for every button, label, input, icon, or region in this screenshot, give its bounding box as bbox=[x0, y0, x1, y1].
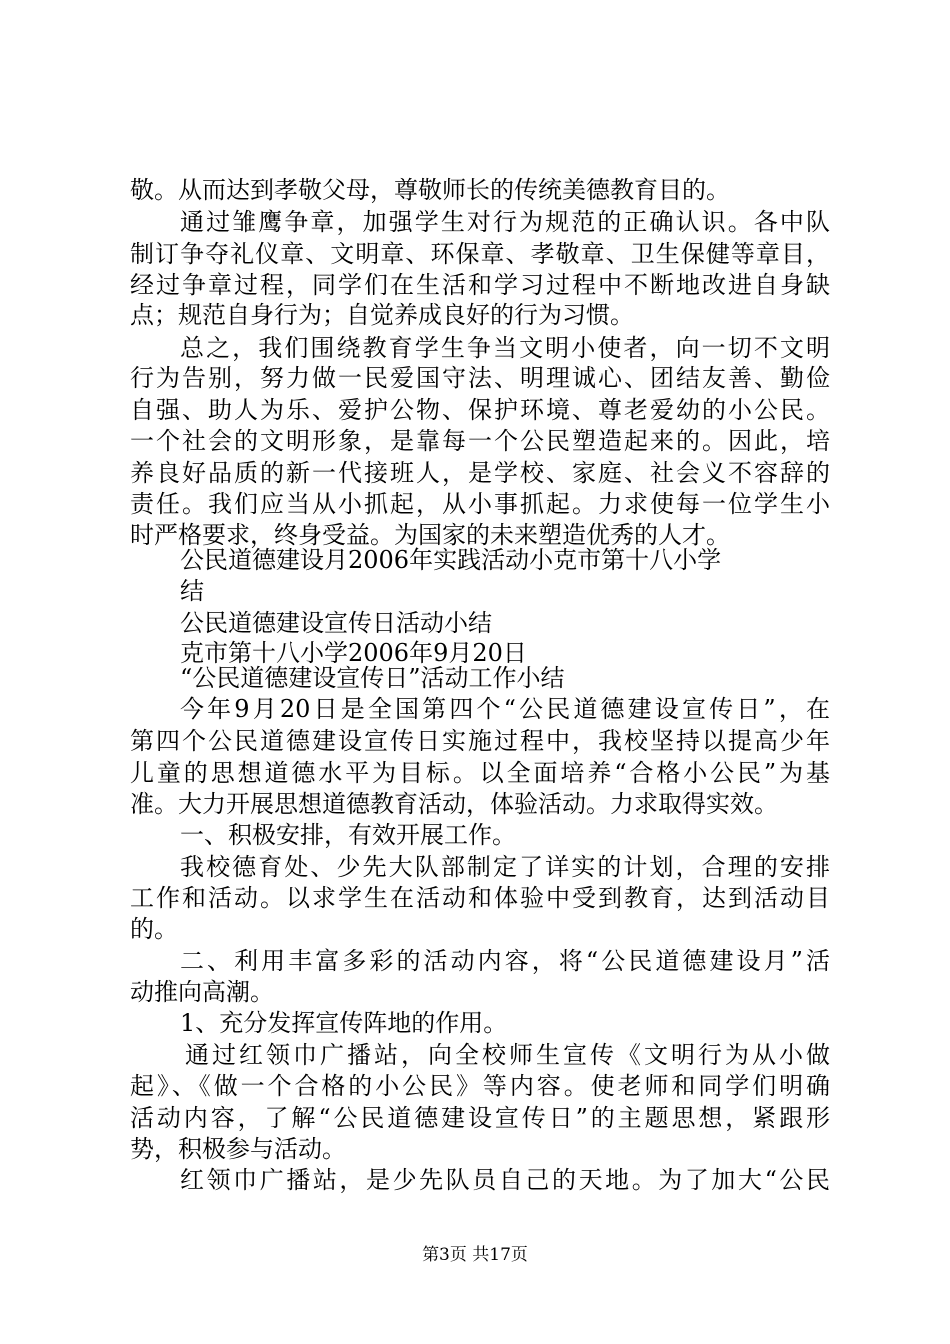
page-footer: 第3页 共17页 bbox=[422, 1245, 528, 1265]
text-line: 儿童的思想道德水平为目标。以全面培养“合格小公民”为基 bbox=[130, 759, 830, 787]
text-line: 责任。我们应当从小抓起，从小事抓起。力求使每一位学生小 bbox=[130, 490, 830, 518]
text-line: 总之，我们围绕教育学生争当文明小使者，向一切不文明 bbox=[180, 334, 830, 362]
text-line: 制订争夺礼仪章、文明章、环保章、孝敬章、卫生保健等章目， bbox=[130, 240, 830, 268]
text-line: 经过争章过程，同学们在生活和学习过程中不断地改进自身缺 bbox=[130, 271, 830, 299]
text-line: 公民道德建设宣传日活动小结 bbox=[180, 609, 492, 637]
text-line: 养良好品质的新一代接班人，是学校、家庭、社会义不容辞的 bbox=[130, 459, 830, 487]
text-line: 准。大力开展思想道德教育活动，体验活动。力求取得实效。 bbox=[130, 790, 778, 818]
text-line: 今年9月20日是全国第四个“公民道德建设宣传日”，在 bbox=[180, 695, 830, 723]
text-line: 动推向高潮。 bbox=[130, 978, 274, 1006]
text-line: 时严格要求，终身受益。为国家的未来塑造优秀的人才。 bbox=[130, 521, 730, 549]
text-line: 工作和活动。以求学生在活动和体验中受到教育，达到活动目 bbox=[130, 884, 830, 912]
text-line: 势，积极参与活动。 bbox=[130, 1135, 346, 1163]
text-line: 行为告别，努力做一民爱国守法、明理诚心、团结友善、勤俭 bbox=[130, 364, 830, 392]
text-line: 的。 bbox=[130, 915, 178, 943]
text-line: 一个社会的文明形象，是靠每一个公民塑造起来的。因此，培 bbox=[130, 427, 830, 455]
text-line: 红领巾广播站，是少先队员自己的天地。为了加大“公民 bbox=[180, 1166, 830, 1194]
text-line: 公民道德建设月2006年实践活动小克市第十八小学 bbox=[180, 546, 722, 574]
text-line: 敬。从而达到孝敬父母，尊敬师长的传统美德教育目的。 bbox=[130, 176, 730, 204]
text-line: 1、充分发挥宣传阵地的作用。 bbox=[180, 1009, 508, 1037]
text-line: 我校德育处、少先大队部制定了详实的计划，合理的安排 bbox=[180, 853, 830, 881]
text-line: 自强、助人为乐、爱护公物、保护环境、尊老爱幼的小公民。 bbox=[130, 396, 830, 424]
text-line: “公民道德建设宣传日”活动工作小结 bbox=[180, 664, 565, 692]
text-line: 活动内容，了解“公民道德建设宣传日”的主题思想，紧跟形 bbox=[130, 1104, 830, 1132]
text-line: 二、利用丰富多彩的活动内容，将“公民道德建设月”活 bbox=[180, 947, 830, 975]
text-line: 通过红领巾广播站，向全校师生宣传《文明行为从小做 bbox=[185, 1041, 830, 1069]
text-line: 第四个公民道德建设宣传日实施过程中，我校坚持以提高少年 bbox=[130, 727, 830, 755]
text-line: 克市第十八小学2006年9月20日 bbox=[180, 639, 527, 667]
text-line: 起》、《做一个合格的小公民》等内容。使老师和同学们明确 bbox=[130, 1072, 830, 1100]
text-line: 点；规范自身行为；自觉养成良好的行为习惯。 bbox=[130, 301, 634, 329]
text-line: 一、积极安排，有效开展工作。 bbox=[180, 821, 516, 849]
text-line: 通过雏鹰争章，加强学生对行为规范的正确认识。各中队 bbox=[180, 208, 830, 236]
text-line: 结 bbox=[180, 577, 204, 605]
